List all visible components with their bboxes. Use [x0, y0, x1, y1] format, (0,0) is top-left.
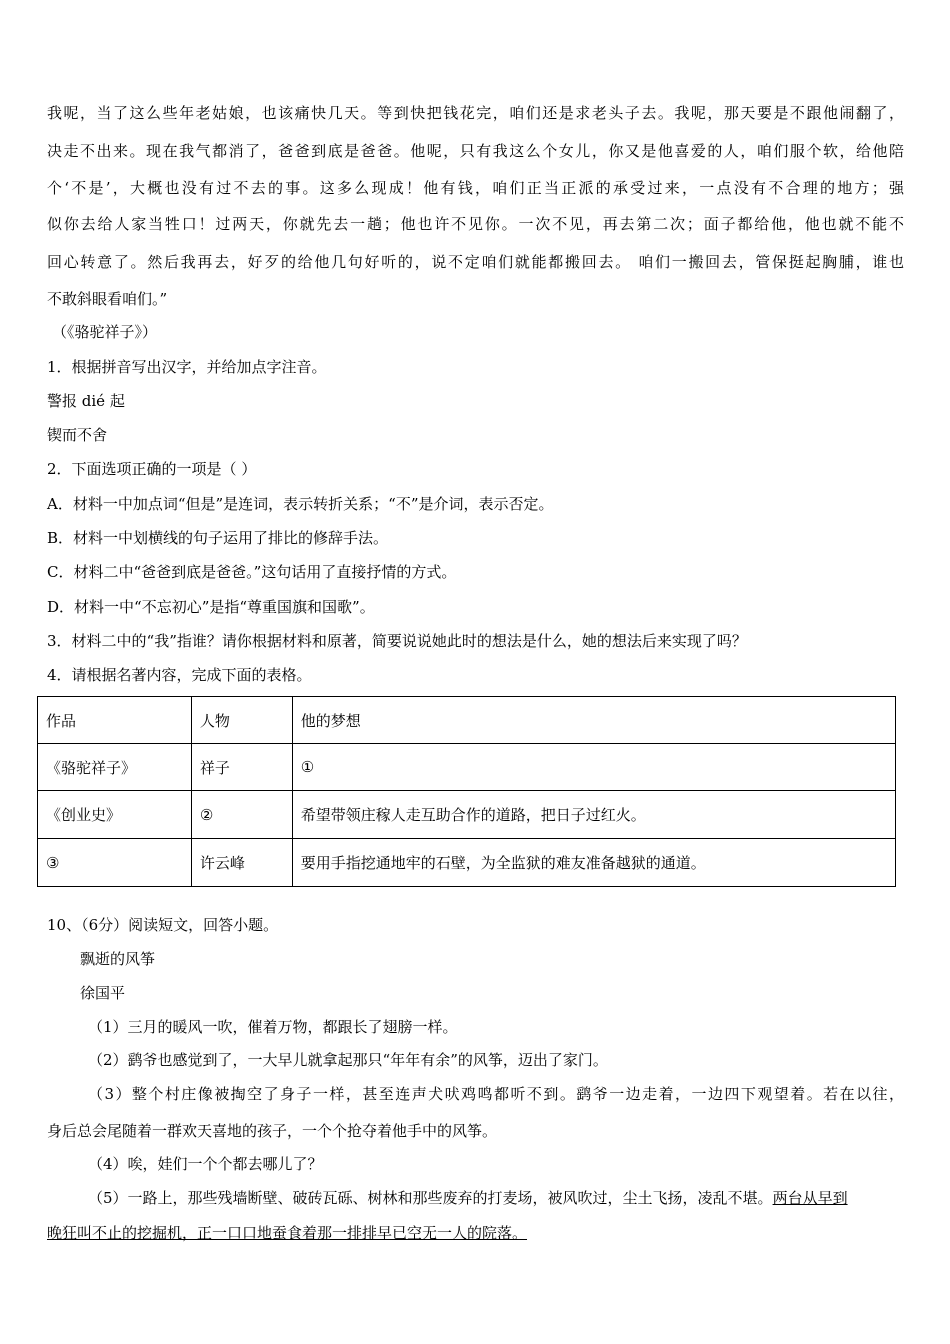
story-paragraph-1: （1）三月的暖风一吹，催着万物，都跟长了翅膀一样。 [88, 1018, 458, 1036]
table-header-cell: 人物 [191, 697, 292, 744]
passage-line-4: 似你去给人家当牲口！过两天，你就先去一趟；他也许不见你。一次不见，再去第二次；面子都给他，他也就不能不 [47, 215, 904, 233]
table-cell: 希望带领庄稼人走互助合作的道路，把日子过红火。 [292, 791, 895, 839]
question-2-option-d: D．材料一中“不忘初心”是指“尊重国旗和国歌”。 [47, 598, 375, 616]
story-author: 徐国平 [80, 984, 126, 1002]
table-header-cell: 作品 [38, 697, 192, 744]
story-paragraph-3-line-2: 身后总会尾随着一群欢天喜地的孩子，一个个抢夺着他手中的风筝。 [47, 1122, 498, 1140]
table-cell: 要用手指挖通地牢的石壁，为全监狱的难友准备越狱的通道。 [292, 839, 895, 887]
paragraph-5-text: （5）一路上，那些残墙断壁、破砖瓦砾、树林和那些废弃的打麦场，被风吹过，尘土飞扬，凌乱不堪。 [88, 1189, 773, 1207]
question-1-item-b: 锲而不舍 [47, 426, 108, 444]
passage-line-3: 个‘不是’，大概也没有过不去的事。这多么现成！他有钱，咱们正当正派的承受过来，一点没有不合理的地方；强 [47, 179, 904, 197]
story-paragraph-5-line-1 [88, 1187, 848, 1208]
novel-dream-table [37, 696, 896, 887]
table-cell: ③ [38, 839, 192, 887]
table-cell: 祥子 [191, 744, 292, 791]
table-header-cell: 他的梦想 [292, 697, 895, 744]
table-header-row [38, 697, 896, 744]
question-1: 1．根据拼音写出汉字，并给加点字注音。 [47, 358, 327, 376]
question-2-option-a: A．材料一中加点词“但是”是连词，表示转折关系；“不”是介词，表示否定。 [47, 495, 554, 513]
passage-line-5: 回心转意了。然后我再去，好歹的给他几句好听的，说不定咱们就能都搬回去。 咱们一搬回去，管保挺起胸脯，谁也 [47, 253, 904, 271]
question-1-item-a: 警报 dié 起 [47, 392, 125, 410]
table-row [38, 791, 896, 839]
question-2-option-b: B．材料一中划横线的句子运用了排比的修辞手法。 [47, 529, 389, 547]
question-2-option-c: C．材料二中“爸爸到底是爸爸。”这句话用了直接抒情的方式。 [47, 563, 457, 581]
story-title: 飘逝的风筝 [80, 950, 156, 968]
story-paragraph-4: （4）唉，娃们一个个都去哪儿了？ [88, 1155, 323, 1173]
table-row [38, 744, 896, 791]
table-row [38, 839, 896, 887]
underlined-sentence-start: 两台从早到 [772, 1189, 848, 1207]
section-10-heading: 10、（6分）阅读短文，回答小题。 [47, 916, 279, 934]
story-paragraph-5-line-2 [47, 1222, 527, 1243]
table-cell: 《创业史》 [38, 791, 192, 839]
story-paragraph-3-line-1: （3）整个村庄像被掏空了身子一样，甚至连声犬吠鸡鸣都听不到。鹞爷一边走着，一边四下观望着。若在以往， [88, 1085, 904, 1103]
table-cell: 《骆驼祥子》 [38, 744, 192, 791]
passage-line-2: 决走不出来。现在我气都消了，爸爸到底是爸爸。他呢，只有我这么个女儿，你又是他喜爱的人，咱们服个软，给他陪 [47, 142, 904, 160]
passage-line-6: 不敢斜眼看咱们。” [47, 290, 168, 308]
question-2: 2．下面选项正确的一项是（ ） [47, 460, 257, 478]
story-paragraph-2: （2）鹞爷也感觉到了，一大早儿就拿起那只“年年有余”的风筝，迈出了家门。 [88, 1051, 608, 1069]
table-cell: 许云峰 [191, 839, 292, 887]
passage-source: （《骆驼祥子》） [52, 323, 158, 341]
question-3: 3．材料二中的“我”指谁？请你根据材料和原著，简要说说她此时的想法是什么，她的想法后来实现了吗？ [47, 632, 747, 650]
question-4: 4．请根据名著内容，完成下面的表格。 [47, 666, 312, 684]
passage-line-1: 我呢，当了这么些年老姑娘，也该痛快几天。等到快把钱花完，咱们还是求老头子去。我呢，那天要是不跟他闹翻了， [47, 104, 904, 122]
table-cell: ① [292, 744, 895, 791]
table-cell: ② [191, 791, 292, 839]
underlined-sentence-end: 晚狂叫不止的挖掘机，正一口口地蚕食着那一排排早已空无一人的院落。 [47, 1224, 528, 1242]
